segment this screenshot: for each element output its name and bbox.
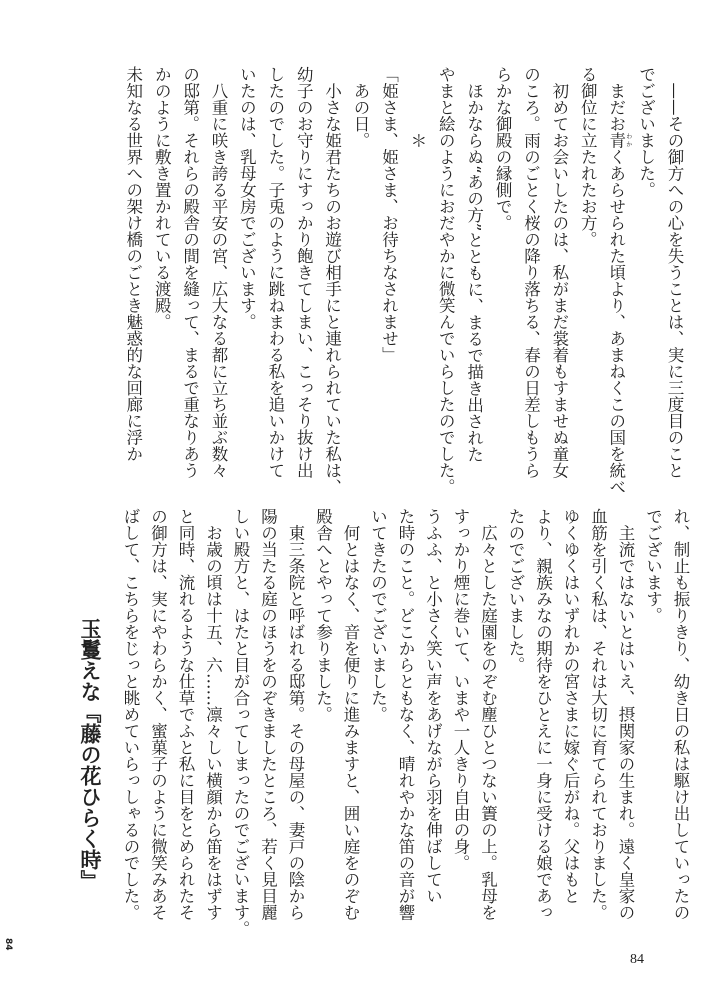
text-column: いてきたのでございました。: [368, 508, 388, 723]
text-column: ＊: [407, 66, 427, 149]
lower-text-block: [117, 508, 695, 948]
ruby-reading: わか: [624, 132, 632, 149]
text-column: すっかり煙に巻いて、いまや一人きり自由の身。: [451, 508, 470, 871]
text-column: でございます。: [643, 508, 663, 624]
side-page-number: 84: [3, 938, 13, 951]
text-column: 初めてお会いしたのは、私がまだ裳着もすませぬ童女: [549, 66, 569, 479]
text-column: 何とはなく、音を便りに進みますと、囲い庭をのぞむ: [341, 508, 360, 921]
text-column: でございました。: [636, 66, 656, 198]
text-column: やまと絵のようにおだやかに微笑んでいらしたのでした。: [436, 66, 456, 495]
text-column: 殿舎へとやって参りました。: [313, 508, 333, 723]
text-segment: まだお: [606, 66, 626, 132]
text-column: ——その御方への心を失うことは、実に三度目のこと: [665, 66, 684, 479]
text-column: いたのは、乳母女房でございます。: [237, 66, 257, 330]
text-column: お歳の頃は十五、六……凛々しい横顔から笛をはずす: [203, 508, 223, 921]
text-column: の邸第。それらの殿舎の間を縫って、まるで重なりあう: [180, 66, 200, 479]
text-column: 「姫さま、姫さま、お待ちなされませ」: [379, 66, 399, 363]
ruby-base: 青: [606, 132, 626, 149]
text-column: る御位に立たれたお方。: [578, 66, 598, 248]
text-column: たのでございました。: [506, 508, 525, 673]
text-column: うふふ、と小さく笑い声をあげながら羽を伸ばしてい: [423, 508, 443, 904]
story-title: 玉鬘えな『藤の花ひらく時』: [78, 618, 102, 891]
text-column: 広々とした庭園をのぞむ塵ひとつない簀の上。乳母を: [478, 508, 498, 921]
text-column: のころ。雨のごとく桜の降り落ちる、春の日差しもうら: [521, 66, 541, 479]
text-column: [601, 66, 632, 495]
text-column: 血筋を引く私は、それは大切に育てられておりました。: [588, 508, 608, 921]
text-column: より、親族みなの期待をひとえに一身に受ける娘であっ: [533, 508, 553, 921]
text-column: したのでした。子兎のように跳ねまわる私を追いかけて: [265, 66, 285, 479]
text-column: の御方は、実にやわらかく、蜜菓子のように微笑みあそ: [148, 508, 168, 921]
text-column: と同時、流れるような仕草でふと私に目をとめられたそ: [176, 508, 195, 921]
text-column: かのように敷き置かれている渡殿。: [152, 66, 172, 330]
text-column: 幼子のお守りにすっかり飽きてしまい、こっそり抜け出: [294, 66, 314, 479]
text-column: 八重に咲き誇る平安の宮、広大なる都に立ち並ぶ数々: [209, 66, 228, 479]
text-column: ゆくゆくはいずれかの宮さまに嫁ぐ后がね。父はもと: [561, 508, 580, 904]
text-column: た時のこと。どこからともなく、晴れやかな笛の音が響: [396, 508, 415, 921]
text-column: ほかならぬ“あの方”とともに、まるで描き出された: [464, 66, 484, 463]
text-column: らかな御殿の縁側で。: [493, 66, 513, 231]
text-column: あの日。: [351, 66, 371, 149]
page-number: 84: [630, 952, 644, 967]
text-column: 未知なる世界への架け橋のごとき魅惑的な回廊に浮か: [123, 66, 143, 462]
text-column: 主流ではないとはいえ、摂関家の生まれ。遠く皇家の: [616, 508, 635, 921]
ruby-annotation: [606, 132, 632, 149]
text-column: れ、制止も振りきり、幼き日の私は駆け出していったの: [671, 508, 690, 921]
text-column: ばして、こちらをじっと眺めていらっしゃるのでした。: [121, 508, 140, 921]
text-column: 陽の当たる庭のほうをのぞきましたところ、若く見目麗: [258, 508, 278, 921]
text-column: しい殿方と、はたと目が合ってしまったのでございます。: [231, 508, 250, 937]
text-segment: くあらせられた頃より、あまねくこの国を統べ: [606, 148, 626, 495]
text-column: 東三条院と呼ばれる邸第。その母屋の、妻戸の陰から: [286, 508, 305, 921]
text-column: 小さな姫君たちのお遊び相手にと連れられていた私は、: [322, 66, 342, 495]
upper-text-block: [118, 66, 688, 495]
